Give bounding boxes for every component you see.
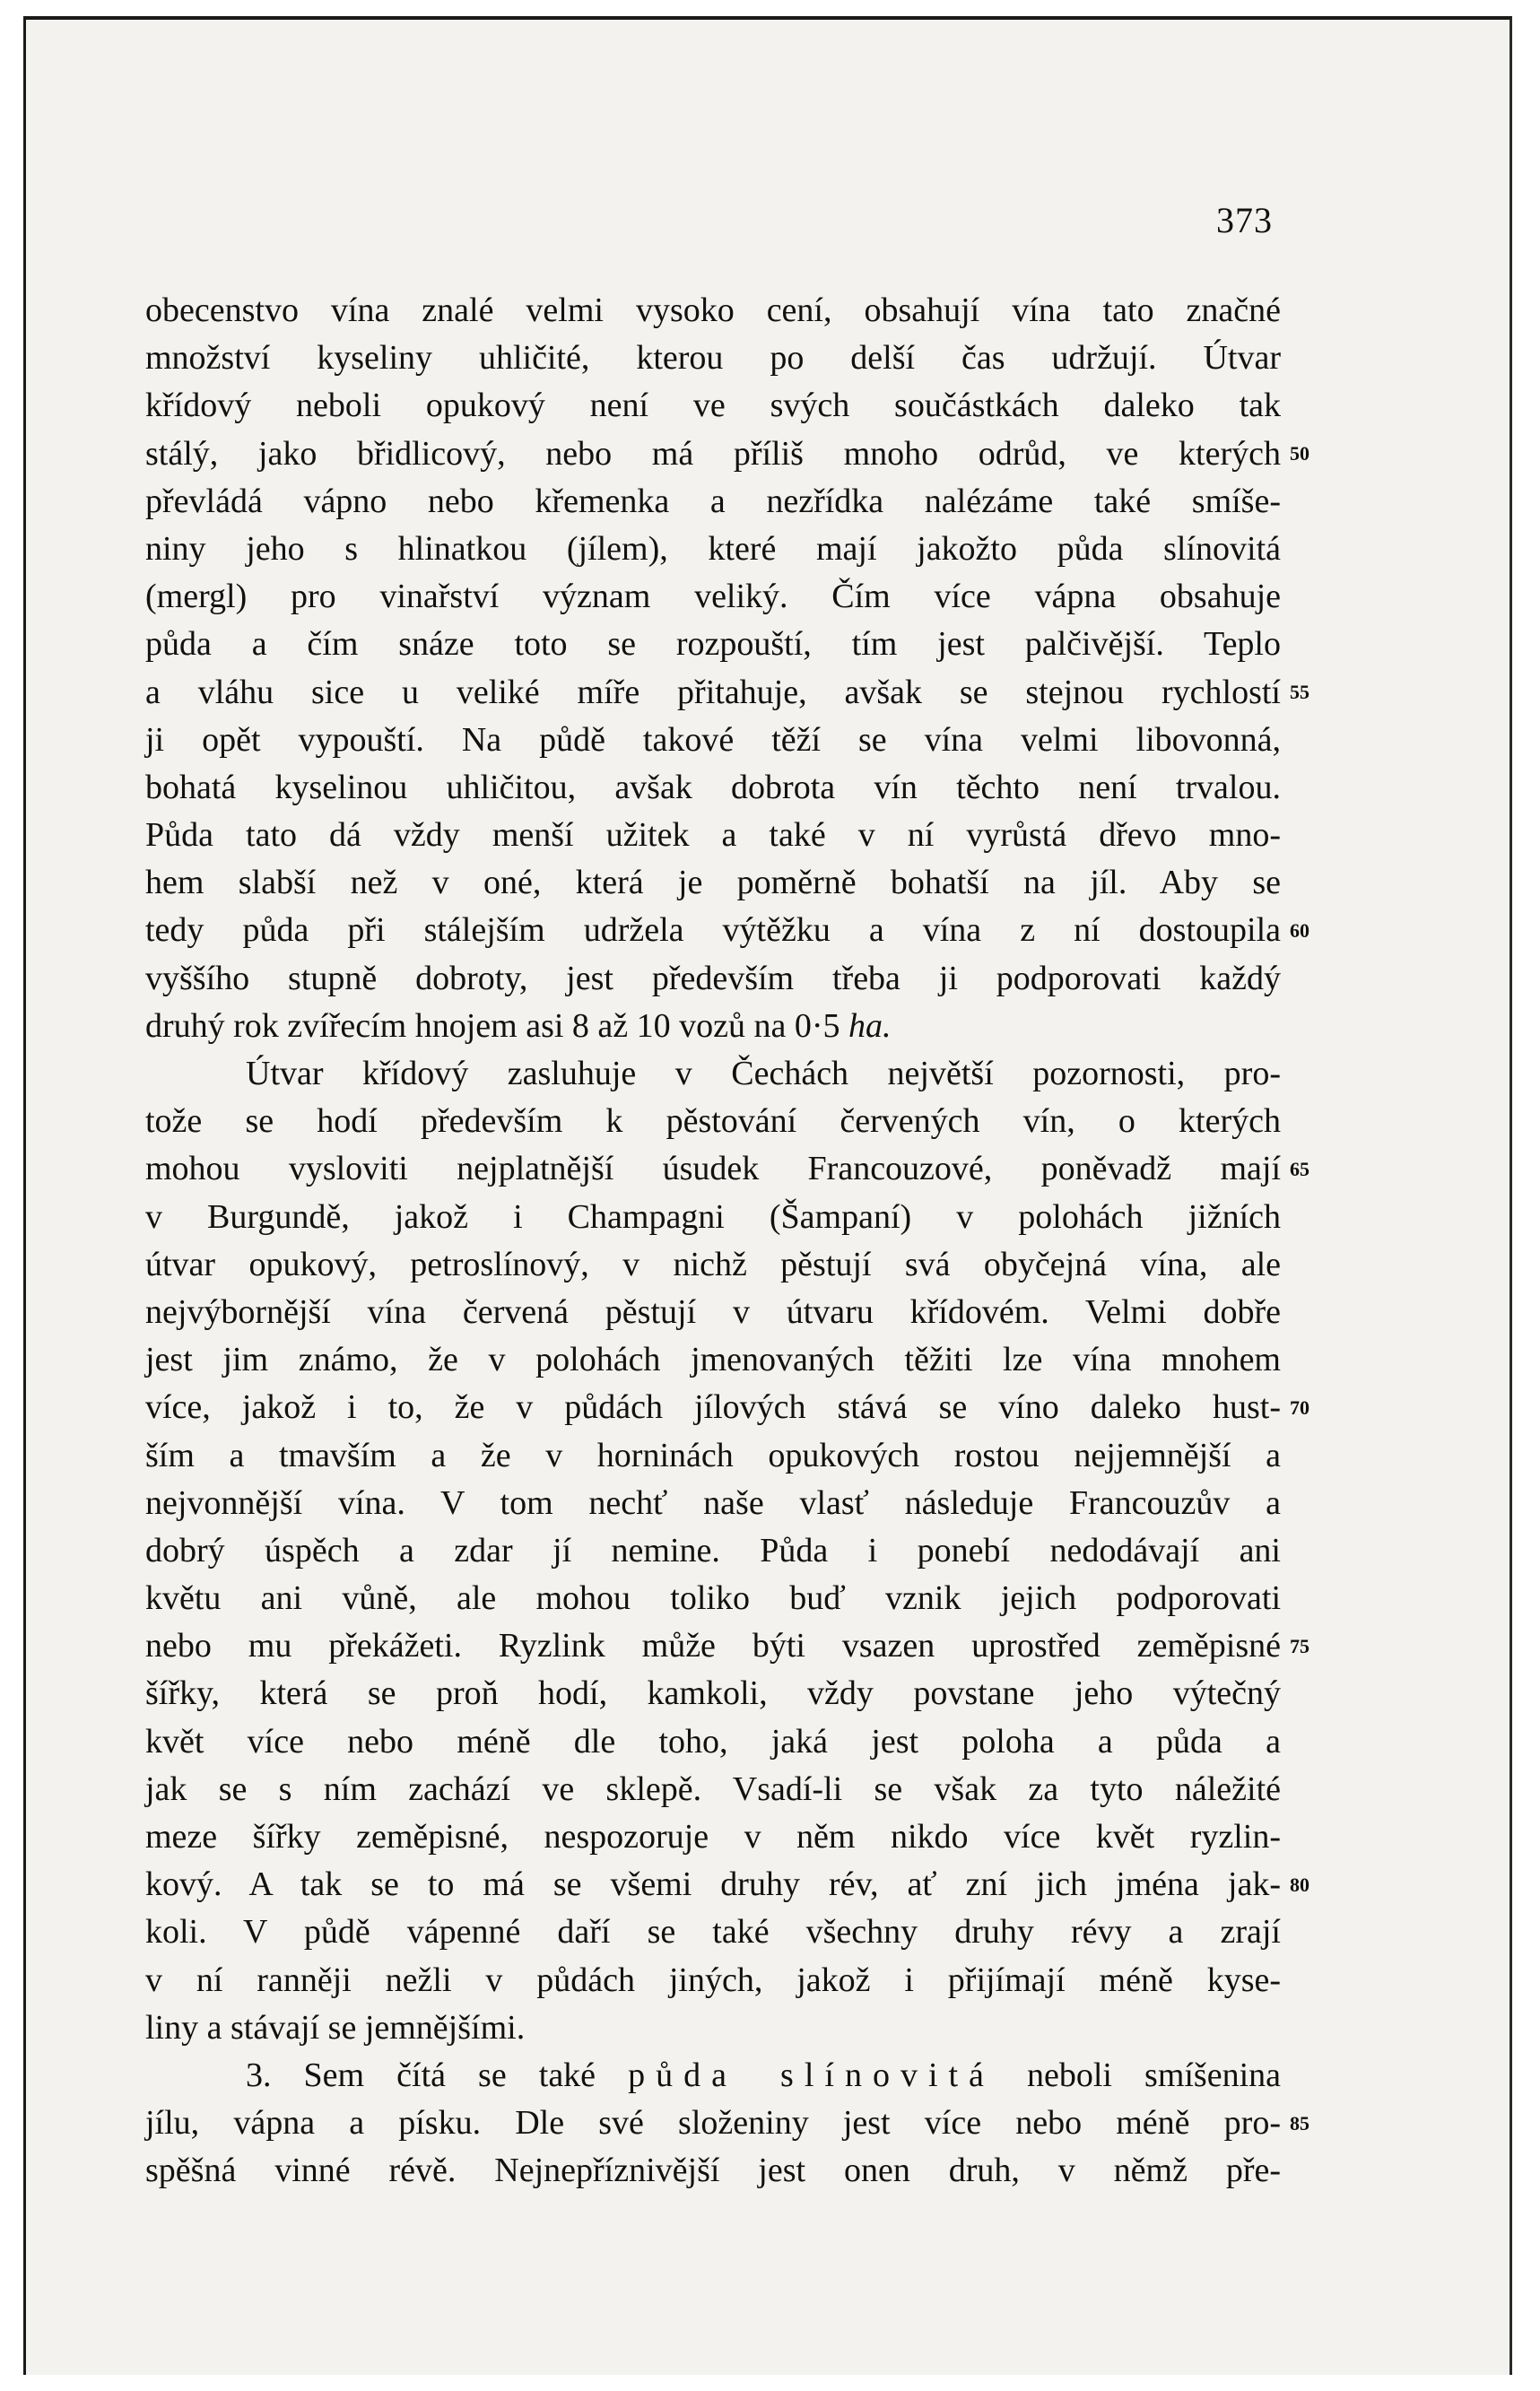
text-line: nejvonnější vína. V tom nechť naše vlasť následuje Francouzův a xyxy=(145,1483,1281,1522)
text-line: půda a čím snáze toto se rozpouští, tím jest palčivější. Teplo xyxy=(145,625,1281,664)
margin-line-number: 60 xyxy=(1290,919,1309,942)
text-line: (mergl) pro vinařství význam veliký. Čím více vápna obsahuje xyxy=(145,578,1281,616)
margin-line-number: 80 xyxy=(1290,1874,1309,1896)
unit-hectare: ha. xyxy=(848,1006,892,1045)
text-line: jak se s ním zachází ve sklepě. Vsadí-li se však za tyto náležité xyxy=(145,1769,1281,1808)
text-line: ji opět vypouští. Na půdě takové těží se vína velmi libovonná, xyxy=(145,720,1281,759)
margin-line-number: 85 xyxy=(1290,2112,1309,2135)
paragraph-start: Útvar křídový zasluhuje v Čechách největší pozornosti, pro- xyxy=(246,1055,1281,1092)
text-line: tože se hodí především k pěstování červených vín, o kterých xyxy=(145,1102,1281,1141)
margin-line-number: 75 xyxy=(1290,1635,1309,1657)
text-line: více, jakož i to, že v půdách jílových stává se víno daleko hust- xyxy=(145,1388,1281,1427)
spaced-term: půda slínovitá xyxy=(628,2056,995,2094)
body-text xyxy=(145,287,1281,2195)
text-line: převládá vápno nebo křemenka a nezřídka nalézáme také smíše- xyxy=(145,482,1281,520)
text-line: útvar opukový, petroslínový, v nichž pěstují svá obyčejná vína, ale xyxy=(145,1245,1281,1283)
text-line: hem slabší než v oné, která je poměrně bohatší na jíl. Aby se xyxy=(145,864,1281,902)
text-line: květu ani vůně, ale mohou toliko buď vznik jejich podporovati xyxy=(145,1579,1281,1618)
text-line-content: neboli smíšenina xyxy=(1027,2056,1282,2094)
text-line: stálý, jako břidlicový, nebo má příliš mnoho odrůd, ve kterých xyxy=(145,434,1281,473)
text-line: šířky, která se proň hodí, kamkoli, vždy povstane jeho výtečný xyxy=(145,1674,1281,1713)
text-line: a vláhu sice u veliké míře přitahuje, avšak se stejnou rychlostí xyxy=(145,673,1281,711)
text-line: ším a tmavším a že v horninách opukových rostou nejjemnější a xyxy=(145,1436,1281,1474)
margin-line-number: 50 xyxy=(1290,442,1309,465)
margin-line-number: 70 xyxy=(1290,1396,1309,1419)
margin-line-number: 65 xyxy=(1290,1158,1309,1180)
text-line: dobrý úspěch a zdar jí nemine. Půda i ponebí nedodávají ani xyxy=(145,1531,1281,1569)
text-line: křídový neboli opukový není ve svých součástkách daleko tak xyxy=(145,387,1281,425)
text-line: množství kyseliny uhličité, kterou po delší čas udržují. Útvar xyxy=(145,339,1281,378)
text-line: květ více nebo méně dle toho, jaká jest poloha a půda a xyxy=(145,1722,1281,1761)
text-line: meze šířky zeměpisné, nespozoruje v něm nikdo více květ ryzlin- xyxy=(145,1818,1281,1856)
text-line: vyššího stupně dobroty, jest především třeba ji podporovati každý xyxy=(145,959,1281,997)
text-line xyxy=(145,1003,1281,1050)
text-line: spěšná vinné révě. Nejnepříznivější jest onen druh, v němž pře- xyxy=(145,2152,1281,2190)
text-line: liny a stávají se jemnějšími. xyxy=(145,2008,526,2047)
text-line: mohou vysloviti nejplatnější úsudek Francouzové, poněvadž mají xyxy=(145,1150,1281,1188)
text-line: obecenstvo vína znalé velmi vysoko cení, obsahují vína tato značné xyxy=(145,291,1281,329)
text-line-content: druhý rok zvířecím hnojem asi 8 až 10 vozů na 0·5 xyxy=(145,1006,840,1045)
text-line: tedy půda při stálejším udržela výtěžku a vína z ní dostoupila xyxy=(145,911,1281,950)
margin-line-number: 55 xyxy=(1290,681,1309,703)
text-line: koli. V půdě vápenné daří se také všechny druhy révy a zrají xyxy=(145,1913,1281,1952)
page-number: 373 xyxy=(1216,200,1273,240)
text-line: v ní ranněji nežli v půdách jiných, jakož i přijímají méně kyse- xyxy=(145,1961,1281,1999)
text-line: bohatá kyselinou uhličitou, avšak dobrota vín těchto není trvalou. xyxy=(145,768,1281,806)
text-line: nejvýbornější vína červená pěstují v útvaru křídovém. Velmi dobře xyxy=(145,1292,1281,1331)
text-line-content: 3. Sem čítá se také xyxy=(246,2056,596,2094)
text-line: v Burgundě, jakož i Champagni (Šampaní) v polohách jižních xyxy=(145,1197,1281,1236)
paragraph-start xyxy=(145,2052,1281,2100)
text-line: jest jim známo, že v polohách jmenovaných těžiti lze vína mnohem xyxy=(145,1341,1281,1379)
text-line: Půda tato dá vždy menší užitek a také v ní vyrůstá dřevo mno- xyxy=(145,816,1281,855)
text-line: niny jeho s hlinatkou (jílem), které mají jakožto půda slínovitá xyxy=(145,529,1281,568)
text-line: jílu, vápna a písku. Dle své složeniny jest více nebo méně pro- xyxy=(145,2104,1281,2143)
text-line: kový. A tak se to má se všemi druhy rév, ať zní jich jména jak- xyxy=(145,1865,1281,1904)
text-line: nebo mu překážeti. Ryzlink může býti vsazen uprostřed zeměpisné xyxy=(145,1627,1281,1665)
